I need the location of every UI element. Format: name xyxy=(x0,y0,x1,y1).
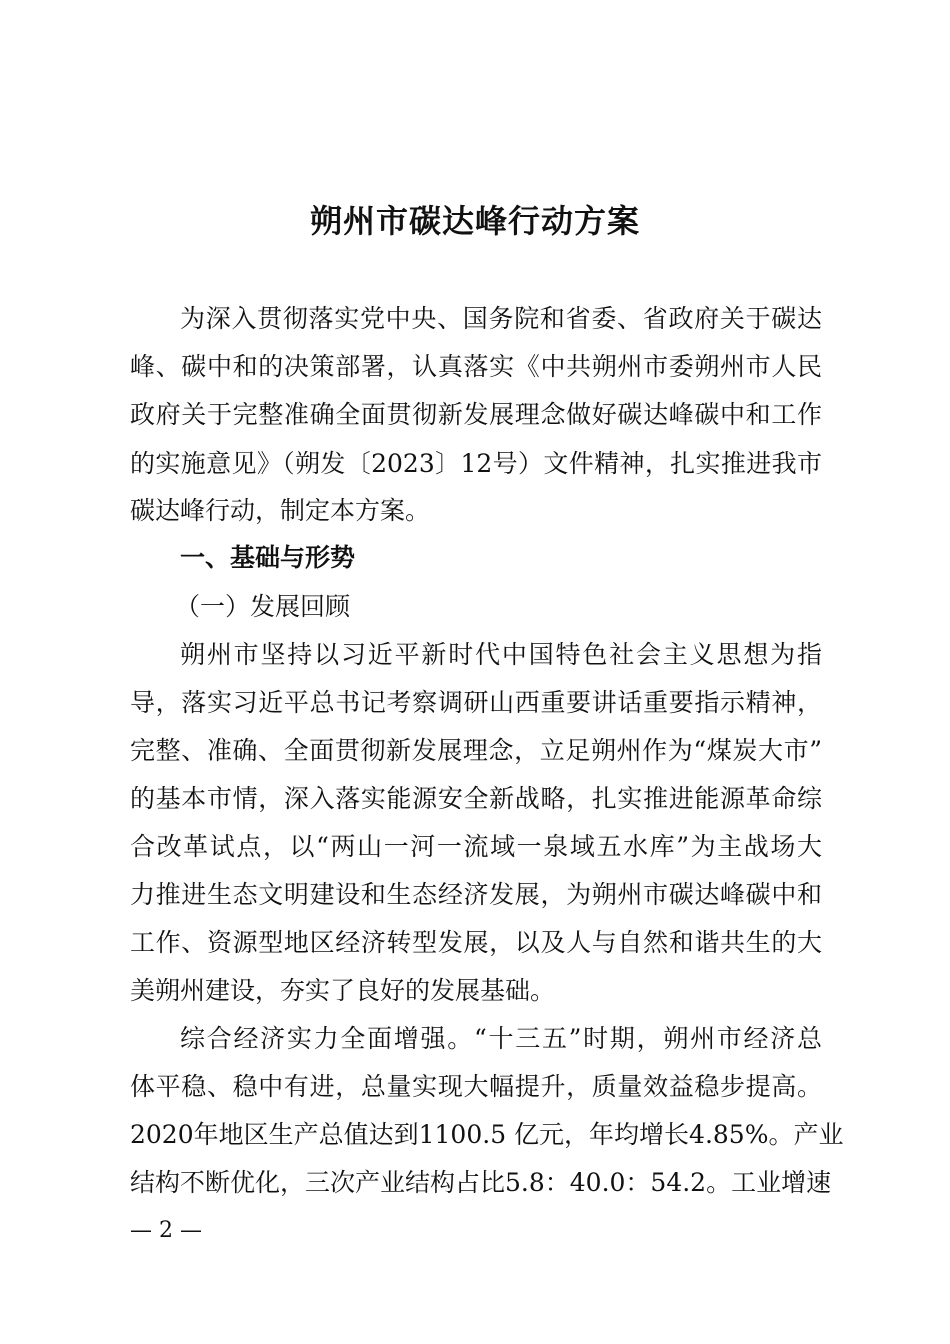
section-heading: 一、基础与形势 xyxy=(180,543,356,572)
paragraph-line: 完整、准确、全面贯彻新发展理念，立足朔州作为“煤炭大市” xyxy=(130,736,822,765)
paragraph-line: 的实施意见》（朔发〔2023〕12号）文件精神，扎实推进我市 xyxy=(130,449,822,478)
document-title: 朔州市碳达峰行动方案 xyxy=(309,202,640,240)
paragraph-line: 2020年地区生产总值达到1100.5 亿元，年均增长4.85%。产业 xyxy=(130,1120,844,1149)
paragraph-line: 体平稳、稳中有进，总量实现大幅提升，质量效益稳步提高。 xyxy=(130,1072,822,1101)
paragraph-line: 政府关于完整准确全面贯彻新发展理念做好碳达峰碳中和工作 xyxy=(130,400,822,429)
paragraph-line: 碳达峰行动，制定本方案。 xyxy=(130,496,431,525)
paragraph-line: 工作、资源型地区经济转型发展，以及人与自然和谐共生的大 xyxy=(130,928,822,957)
paragraph-line: 导，落实习近平总书记考察调研山西重要讲话重要指示精神， xyxy=(130,688,822,717)
paragraph-line: 合改革试点，以“两山一河一流域一泉域五水库”为主战场大 xyxy=(130,832,822,861)
paragraph-line: 结构不断优化，三次产业结构占比5.8：40.0：54.2。工业增速 xyxy=(130,1168,832,1197)
page-number: — 2 — xyxy=(130,1218,202,1243)
paragraph-line: 美朔州建设，夯实了良好的发展基础。 xyxy=(130,976,556,1005)
paragraph-line: 朔州市坚持以习近平新时代中国特色社会主义思想为指 xyxy=(180,640,822,669)
paragraph-line: 为深入贯彻落实党中央、国务院和省委、省政府关于碳达 xyxy=(180,304,822,333)
subsection-heading: （一）发展回顾 xyxy=(175,592,351,621)
paragraph-line: 的基本市情，深入落实能源安全新战略，扎实推进能源革命综 xyxy=(130,784,822,813)
paragraph-line: 力推进生态文明建设和生态经济发展，为朔州市碳达峰碳中和 xyxy=(130,880,822,909)
paragraph-line: 综合经济实力全面增强。“十三五”时期，朔州市经济总 xyxy=(180,1024,822,1053)
paragraph-line: 峰、碳中和的决策部署，认真落实《中共朔州市委朔州市人民 xyxy=(130,352,822,381)
